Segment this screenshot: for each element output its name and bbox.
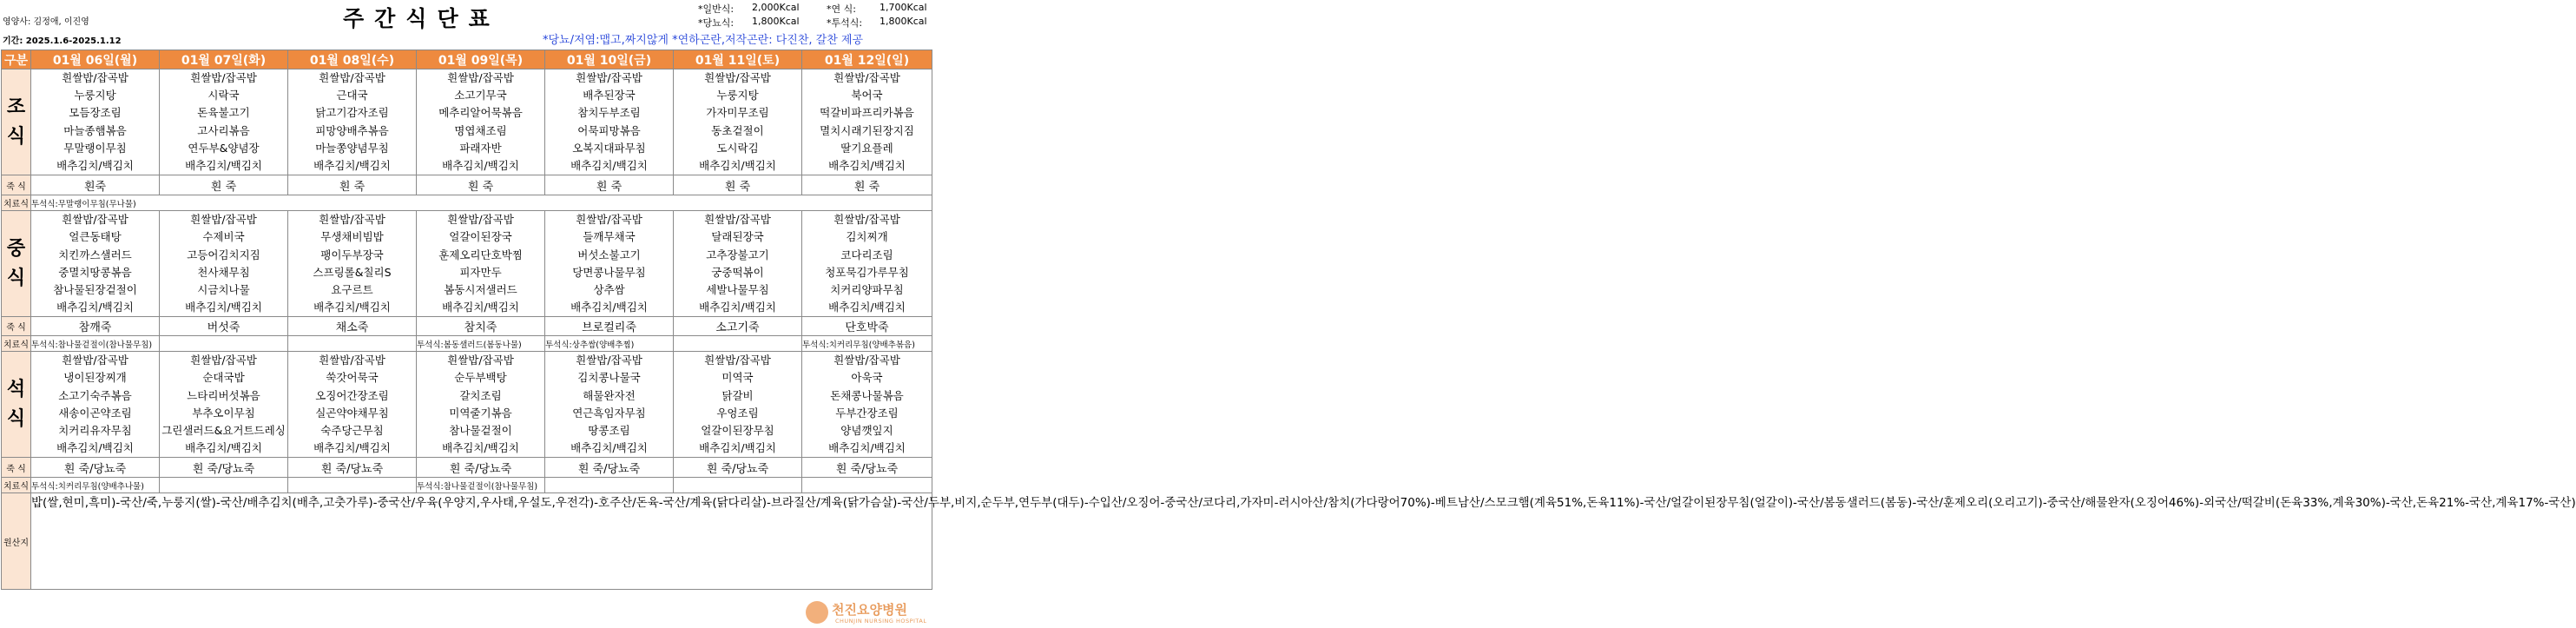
dish-item: 흰쌀밥/잡곡밥: [190, 213, 257, 227]
porridge-item: 브로컬리죽: [545, 317, 674, 336]
dish-item: 천사채무침: [197, 265, 250, 279]
dish-item: 중멸치땅콩볶음: [58, 265, 132, 279]
porridge-item: 버섯죽: [160, 317, 288, 336]
dish-item: 고사리볶음: [197, 123, 250, 137]
dish-item: 우엉조림: [716, 406, 759, 420]
therapy-note: [288, 336, 417, 352]
dish-item: 상추쌈: [593, 282, 625, 296]
porridge-item: 흰 죽: [417, 175, 545, 195]
dish-item: 모듬장조림: [69, 106, 122, 120]
dish-item: 궁중떡볶이: [711, 265, 764, 279]
menu-cell: [288, 352, 417, 458]
dish-item: 어묵피망볶음: [577, 123, 641, 137]
therapy-note: [674, 478, 802, 493]
kcal-dialysis-label: *투석식:: [827, 17, 863, 29]
dish-item: 배추김치/백김치: [185, 441, 262, 455]
dish-item: 무말랭이무침: [63, 141, 127, 155]
porridge-item: 참치죽: [417, 317, 545, 336]
kcal-general-value: 2,000Kcal: [752, 2, 800, 13]
dish-item: 해물완자전: [583, 388, 636, 402]
therapy-label: 치료식: [2, 478, 31, 493]
porridge-item: 흰 죽: [288, 175, 417, 195]
porridge-label: 죽 식: [2, 317, 31, 336]
breakfast-porridge-row: [2, 175, 932, 195]
menu-cell: [31, 211, 160, 317]
dish-item: 새송이곤약조림: [58, 406, 132, 420]
dish-item: 두부간장조림: [835, 406, 899, 420]
dish-item: 마늘쫑양념무침: [315, 141, 389, 155]
menu-cell: [545, 69, 674, 175]
dish-item: 부추오이무침: [192, 406, 255, 420]
dish-item: 미역국: [721, 371, 754, 385]
porridge-item: 흰 죽: [674, 175, 802, 195]
dish-item: 돈육불고기: [197, 106, 250, 120]
dish-item: 흰쌀밥/잡곡밥: [833, 71, 900, 84]
logo-emblem: [806, 601, 828, 624]
therapy-note: 투석식:치커리무침(양배추볶음): [802, 336, 932, 352]
dish-item: 동초겉절이: [711, 123, 764, 137]
dish-item: 흰쌀밥/잡곡밥: [62, 213, 128, 227]
dish-item: 수제비국: [202, 230, 245, 244]
menu-cell: [288, 211, 417, 317]
dish-item: 느타리버섯볶음: [187, 388, 260, 402]
dish-item: 흰쌀밥/잡곡밥: [576, 354, 642, 367]
breakfast-label: 조 식: [2, 69, 31, 175]
kcal-diabetic-label: *당뇨식:: [698, 17, 735, 29]
dish-item: 치커리양파무침: [830, 282, 904, 296]
dish-item: 마늘종햄볶음: [63, 123, 127, 137]
day-header: 01월 08일(수): [288, 50, 417, 69]
dish-item: 세발나물무침: [706, 282, 769, 296]
dish-item: 흰쌀밥/잡곡밥: [833, 354, 900, 367]
dish-item: 훈제오리단호박찜: [438, 248, 523, 261]
dish-item: 연두부&양념장: [188, 141, 260, 155]
dish-item: 흰쌀밥/잡곡밥: [576, 71, 642, 84]
dish-item: 버섯소불고기: [577, 248, 641, 261]
dish-item: 순두부백탕: [454, 371, 507, 385]
kcal-soft-value: 1,700Kcal: [880, 2, 927, 13]
day-header: 01월 11일(토): [674, 50, 802, 69]
dish-item: 흰쌀밥/잡곡밥: [62, 71, 128, 84]
menu-cell: [31, 69, 160, 175]
dish-item: 돈채콩나물볶음: [830, 388, 904, 402]
therapy-note: 투석식:참나물겉절이(참나물무침): [31, 336, 160, 352]
dish-item: 참치두부조림: [577, 106, 641, 120]
dinner-label: 석 식: [2, 352, 31, 458]
dish-item: 얼갈이된장무침: [701, 424, 774, 437]
porridge-item: 흰 죽: [802, 175, 932, 195]
dish-item: 연근흑임자무침: [572, 406, 646, 420]
dish-item: 청포묵김가루무침: [825, 265, 909, 279]
dish-item: 시금치나물: [197, 282, 250, 296]
dinner-porridge-row: [2, 458, 932, 478]
porridge-label: 죽 식: [2, 175, 31, 195]
menu-cell: [31, 352, 160, 458]
day-header: 01월 07일(화): [160, 50, 288, 69]
therapy-note: 투석식:봄동샐러드(봄동나물): [417, 336, 545, 352]
dish-item: 참나물된장겉절이: [53, 282, 137, 296]
dish-item: 누룽지탕: [716, 89, 759, 102]
porridge-item: 채소죽: [288, 317, 417, 336]
menu-cell: [545, 211, 674, 317]
dish-item: 배추김치/백김치: [828, 301, 906, 314]
menu-cell: [802, 69, 932, 175]
day-header: 01월 10일(금): [545, 50, 674, 69]
menu-cell: [545, 352, 674, 458]
menu-cell: [160, 211, 288, 317]
dish-item: 달래된장국: [711, 230, 764, 244]
therapy-note: [160, 336, 288, 352]
dish-item: 명엽채조림: [454, 123, 507, 137]
dish-item: 배추김치/백김치: [570, 158, 648, 172]
porridge-label: 죽 식: [2, 458, 31, 478]
dish-item: 소고기숙주볶음: [58, 388, 132, 402]
dish-item: 숙주당근무침: [320, 424, 384, 437]
dish-item: 갈치조림: [459, 388, 502, 402]
porridge-item: 흰 죽/당뇨죽: [160, 458, 288, 478]
dish-item: 흰쌀밥/잡곡밥: [319, 213, 385, 227]
dish-item: 흰쌀밥/잡곡밥: [833, 213, 900, 227]
dish-item: 스프링롤&칠리S: [313, 265, 392, 279]
dietitian-names: 영양사: 김정애, 이진영: [3, 17, 89, 27]
porridge-item: 흰 죽/당뇨죽: [674, 458, 802, 478]
dish-item: 흰쌀밥/잡곡밥: [447, 354, 514, 367]
dish-item: 김치찌개: [846, 230, 888, 244]
dish-item: 배추김치/백김치: [185, 158, 262, 172]
dish-item: 쑥갓어묵국: [326, 371, 379, 385]
porridge-item: 단호박죽: [802, 317, 932, 336]
dish-item: 배추김치/백김치: [442, 441, 519, 455]
dish-item: 흰쌀밥/잡곡밥: [319, 354, 385, 367]
therapy-note: [545, 478, 674, 493]
porridge-item: 소고기죽: [674, 317, 802, 336]
dish-item: 배추김치/백김치: [313, 158, 391, 172]
dish-item: 흰쌀밥/잡곡밥: [190, 71, 257, 84]
dish-item: 무생채비빔밥: [320, 230, 384, 244]
dish-item: 떡갈비파프리카볶음: [820, 106, 914, 120]
dish-item: 배추김치/백김치: [56, 301, 134, 314]
menu-cell: [417, 211, 545, 317]
dish-item: 들깨무채국: [583, 230, 636, 244]
dish-item: 배추김치/백김치: [56, 441, 134, 455]
dish-item: 피망양배추볶음: [315, 123, 389, 137]
weekly-menu-table: [1, 50, 2576, 590]
kcal-dialysis-value: 1,800Kcal: [880, 16, 927, 27]
dish-item: 오징어간장조림: [315, 388, 389, 402]
lunch-porridge-row: [2, 317, 932, 336]
dish-item: 참나물겉절이: [449, 424, 512, 437]
kcal-diabetic-value: 1,800Kcal: [752, 16, 800, 27]
menu-cell: [417, 69, 545, 175]
lunch-label: 중 식: [2, 211, 31, 317]
dish-item: 도시락김: [716, 141, 759, 155]
dish-item: 닭고기감자조림: [315, 106, 389, 120]
dish-item: 오복지대파무침: [572, 141, 646, 155]
origin-text: 밥(쌀,현미,흑미)-국산/죽,누룽지(쌀)-국산/배추김치(배추,고춧가루)-중국산/우육(우양지,우사태,우설도,우전각)-호주산/돈육-국산/계육(닭다리살)-브라질산/계육(닭가슴살)-국산/두부,비지,순두부,연두부(대두)-수입산/오징어-중국산/코다리,가자미-러시아산/참치(가다랑어70%)-베트남산/스모크햄(계육51%,돈육11%)-국산/얼갈이된장무침(얼갈이)-국산/봄동샐러드(봄동)-국산/훈제오리(오리고기)-중국산/해물완자(오징어46%)-외국산/떡갈비(돈육33%,계육30%)-국산,돈육21%-국산,계육17%-국산): [31, 493, 932, 590]
menu-cell: [802, 211, 932, 317]
dish-item: 배추된장국: [583, 89, 636, 102]
breakfast-dishes-row: [2, 69, 932, 175]
menu-cell: [417, 352, 545, 458]
dish-item: 봄동시저샐러드: [444, 282, 517, 296]
menu-cell: [674, 211, 802, 317]
dinner-therapy-row: [2, 478, 932, 493]
origin-row: [2, 493, 932, 590]
dish-item: 흰쌀밥/잡곡밥: [704, 213, 771, 227]
dish-item: 파래자반: [459, 141, 502, 155]
therapy-label: 치료식: [2, 195, 31, 211]
porridge-item: 흰죽: [31, 175, 160, 195]
dish-item: 누룽지탕: [74, 89, 116, 102]
dish-item: 흰쌀밥/잡곡밥: [447, 213, 514, 227]
dish-item: 배추김치/백김치: [313, 441, 391, 455]
logo-english: CHUNJIN NURSING HOSPITAL: [835, 618, 927, 625]
therapy-note: [288, 478, 417, 493]
dinner-dishes-row: [2, 352, 932, 458]
diet-note: *당뇨/저염:맵고,짜지않게 *연하곤란,저작곤란: 다진찬, 갈찬 제공: [543, 34, 864, 47]
dish-item: 실곤약야채무침: [315, 406, 389, 420]
dish-item: 배추김치/백김치: [699, 441, 776, 455]
dish-item: 치커리유자무침: [58, 424, 132, 437]
dish-item: 고등어김치지짐: [187, 248, 260, 261]
therapy-note: [802, 478, 932, 493]
dish-item: 얼큰동태탕: [69, 230, 122, 244]
dish-item: 배추김치/백김치: [313, 301, 391, 314]
porridge-item: 흰 죽/당뇨죽: [31, 458, 160, 478]
dish-item: 배추김치/백김치: [570, 301, 648, 314]
dish-item: 배추김치/백김치: [570, 441, 648, 455]
breakfast-therapy-row: [2, 195, 932, 211]
dish-item: 배추김치/백김치: [699, 301, 776, 314]
dish-item: 배추김치/백김치: [442, 158, 519, 172]
dish-item: 흰쌀밥/잡곡밥: [704, 354, 771, 367]
dish-item: 멸치시래기된장지짐: [820, 123, 914, 137]
logo-name: 천진요양병원: [832, 602, 907, 618]
dish-item: 닭갈비: [721, 388, 754, 402]
dish-item: 배추김치/백김치: [699, 158, 776, 172]
dish-item: 배추김치/백김치: [442, 301, 519, 314]
dish-item: 양념깻잎지: [840, 424, 893, 437]
therapy-label: 치료식: [2, 336, 31, 352]
dish-item: 배추김치/백김치: [828, 441, 906, 455]
dish-item: 코다리조림: [840, 248, 893, 261]
lunch-dishes-row: [2, 211, 932, 317]
menu-cell: [160, 69, 288, 175]
menu-cell: [288, 69, 417, 175]
kcal-soft-label: *연 식:: [827, 3, 856, 15]
day-header: 01월 06일(월): [31, 50, 160, 69]
dish-item: 흰쌀밥/잡곡밥: [576, 213, 642, 227]
therapy-note: [674, 336, 802, 352]
day-header-row: [2, 50, 932, 69]
page-title: 주간식단표: [343, 6, 500, 31]
dish-item: 고추장불고기: [706, 248, 769, 261]
porridge-item: 흰 죽/당뇨죽: [417, 458, 545, 478]
therapy-note: 투석식:무말랭이무침(무나물): [31, 195, 932, 211]
menu-period: 기간: 2025.1.6-2025.1.12: [3, 36, 122, 46]
porridge-item: 흰 죽/당뇨죽: [802, 458, 932, 478]
dish-item: 김치콩나물국: [577, 371, 641, 385]
dish-item: 흰쌀밥/잡곡밥: [319, 71, 385, 84]
menu-cell: [674, 69, 802, 175]
dish-item: 소고기무국: [454, 89, 507, 102]
dish-item: 배추김치/백김치: [185, 301, 262, 314]
therapy-note: 투석식:참나물겉절이(참나물무침): [417, 478, 545, 493]
porridge-item: 흰 죽: [160, 175, 288, 195]
porridge-item: 흰 죽: [545, 175, 674, 195]
dish-item: 아욱국: [851, 371, 883, 385]
porridge-item: 흰 죽/당뇨죽: [288, 458, 417, 478]
dish-item: 요구르트: [331, 282, 373, 296]
dish-item: 흰쌀밥/잡곡밥: [447, 71, 514, 84]
dish-item: 메추리알어묵볶음: [438, 106, 523, 120]
therapy-note: 투석식:상추쌈(양배추찜): [545, 336, 674, 352]
therapy-note: 투석식:치커리무침(양배추나물): [31, 478, 160, 493]
hospital-logo: [806, 599, 932, 628]
porridge-item: 참깨죽: [31, 317, 160, 336]
dish-item: 치킨까스샐러드: [58, 248, 132, 261]
menu-cell: [674, 352, 802, 458]
day-header: 01월 09일(목): [417, 50, 545, 69]
menu-cell: [802, 352, 932, 458]
dish-item: 흰쌀밥/잡곡밥: [190, 354, 257, 367]
dish-item: 순대국밥: [202, 371, 245, 385]
dish-item: 팽이두부장국: [320, 248, 384, 261]
gubun-header: 구분: [2, 50, 31, 69]
lunch-therapy-row: [2, 336, 932, 352]
dish-item: 당면콩나물무침: [572, 265, 646, 279]
dish-item: 북어국: [851, 89, 883, 102]
dish-item: 냉이된장찌개: [63, 371, 127, 385]
dish-item: 배추김치/백김치: [56, 158, 134, 172]
porridge-item: 흰 죽/당뇨죽: [545, 458, 674, 478]
therapy-note: [160, 478, 288, 493]
dish-item: 미역줄기볶음: [449, 406, 512, 420]
dish-item: 딸기요플레: [840, 141, 893, 155]
day-header: 01월 12일(일): [802, 50, 932, 69]
dish-item: 땅콩조림: [588, 424, 630, 437]
origin-label: 원산지: [2, 493, 31, 590]
menu-cell: [160, 352, 288, 458]
dish-item: 얼갈이된장국: [449, 230, 512, 244]
dish-item: 시락국: [208, 89, 240, 102]
dish-item: 근대국: [336, 89, 368, 102]
dish-item: 흰쌀밥/잡곡밥: [62, 354, 128, 367]
dish-item: 피자만두: [459, 265, 502, 279]
kcal-general-label: *일반식:: [698, 3, 735, 15]
dish-item: 배추김치/백김치: [828, 158, 906, 172]
dish-item: 가자미무조림: [706, 106, 769, 120]
dish-item: 흰쌀밥/잡곡밥: [704, 71, 771, 84]
dish-item: 그린샐러드&요거트드레싱: [161, 424, 286, 437]
page-header: [0, 0, 933, 50]
